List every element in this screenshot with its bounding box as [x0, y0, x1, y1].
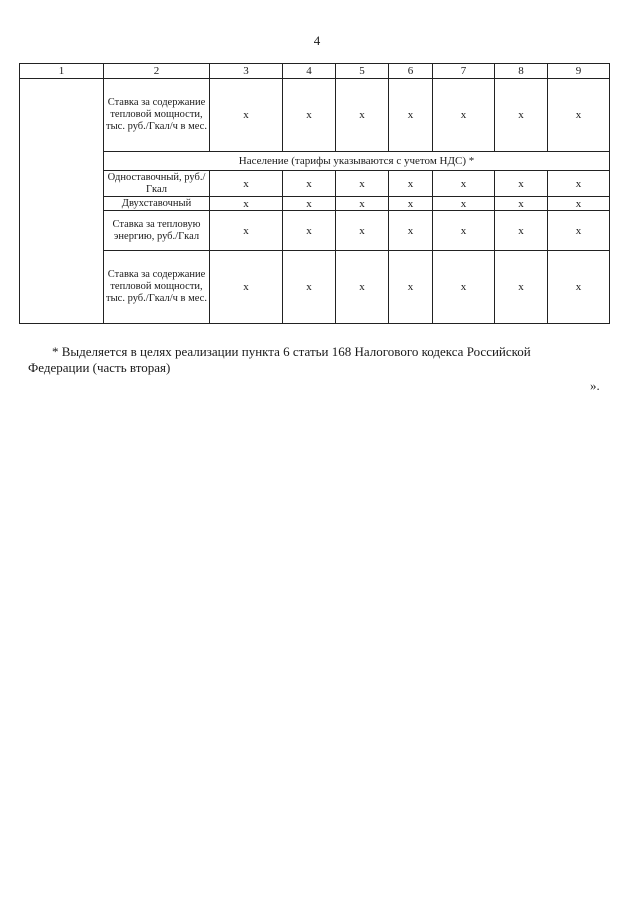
- table-cell: х: [433, 79, 495, 152]
- table-cell: х: [548, 211, 610, 251]
- row-label: Ставка за тепловую энергию, руб./Гкал: [104, 211, 210, 251]
- page-number: 4: [313, 33, 321, 48]
- table-cell: х: [336, 79, 389, 152]
- table-cell: х: [389, 197, 433, 211]
- table-cell: х: [548, 251, 610, 324]
- table-cell: х: [548, 79, 610, 152]
- footnote: [28, 344, 588, 376]
- section-title: Население (тарифы указываются с учетом НДС) *: [104, 152, 610, 171]
- column-number: 4: [283, 64, 336, 79]
- column-number: 8: [495, 64, 548, 79]
- column-number: 3: [210, 64, 283, 79]
- row-label: Ставка за содержание тепловой мощности, тыс. руб./Гкал/ч в мес.: [104, 251, 210, 324]
- table-cell: х: [336, 171, 389, 197]
- table-row: [20, 171, 610, 197]
- row-label: Двухставочный: [104, 197, 210, 211]
- table-cell: х: [389, 251, 433, 324]
- table-cell: х: [283, 251, 336, 324]
- table-cell: х: [433, 211, 495, 251]
- table-cell: х: [495, 197, 548, 211]
- column-number: 6: [389, 64, 433, 79]
- table-cell: х: [389, 171, 433, 197]
- column-number: 5: [336, 64, 389, 79]
- table-row: [20, 211, 610, 251]
- table-cell: х: [548, 197, 610, 211]
- footnote-text: * Выделяется в целях реализации пункта 6 статьи 168 Налогового кодекса Российской Федерации (часть вторая): [28, 344, 531, 375]
- table-cell: х: [210, 171, 283, 197]
- table-header-row: [20, 64, 610, 79]
- table-cell: х: [389, 79, 433, 152]
- table-row: [20, 79, 610, 152]
- table-cell: х: [433, 171, 495, 197]
- table-cell: х: [210, 211, 283, 251]
- table-cell: х: [433, 251, 495, 324]
- table-cell: х: [433, 197, 495, 211]
- table-cell: х: [283, 79, 336, 152]
- tariff-table: [19, 63, 610, 324]
- column-number: 1: [20, 64, 104, 79]
- table-cell: х: [495, 79, 548, 152]
- table-cell: х: [336, 211, 389, 251]
- column-number: 2: [104, 64, 210, 79]
- table-cell: х: [495, 211, 548, 251]
- section-row: [20, 152, 610, 171]
- table-cell: х: [389, 211, 433, 251]
- table-cell: х: [548, 171, 610, 197]
- table-cell: х: [210, 79, 283, 152]
- table-row: [20, 197, 610, 211]
- table-cell: х: [283, 197, 336, 211]
- column-number: 9: [548, 64, 610, 79]
- table-cell: х: [495, 171, 548, 197]
- merged-empty-cell: [20, 79, 104, 324]
- table-cell: х: [283, 171, 336, 197]
- column-number: 7: [433, 64, 495, 79]
- table-row: [20, 251, 610, 324]
- table-cell: х: [336, 251, 389, 324]
- table-cell: х: [210, 251, 283, 324]
- table-cell: х: [283, 211, 336, 251]
- table-cell: х: [495, 251, 548, 324]
- closing-quote-mark: ».: [590, 378, 600, 393]
- row-label: Одноставочный, руб./Гкал: [104, 171, 210, 197]
- table-cell: х: [210, 197, 283, 211]
- row-label: Ставка за содержание тепловой мощности, тыс. руб./Гкал/ч в мес.: [104, 79, 210, 152]
- table-cell: х: [336, 197, 389, 211]
